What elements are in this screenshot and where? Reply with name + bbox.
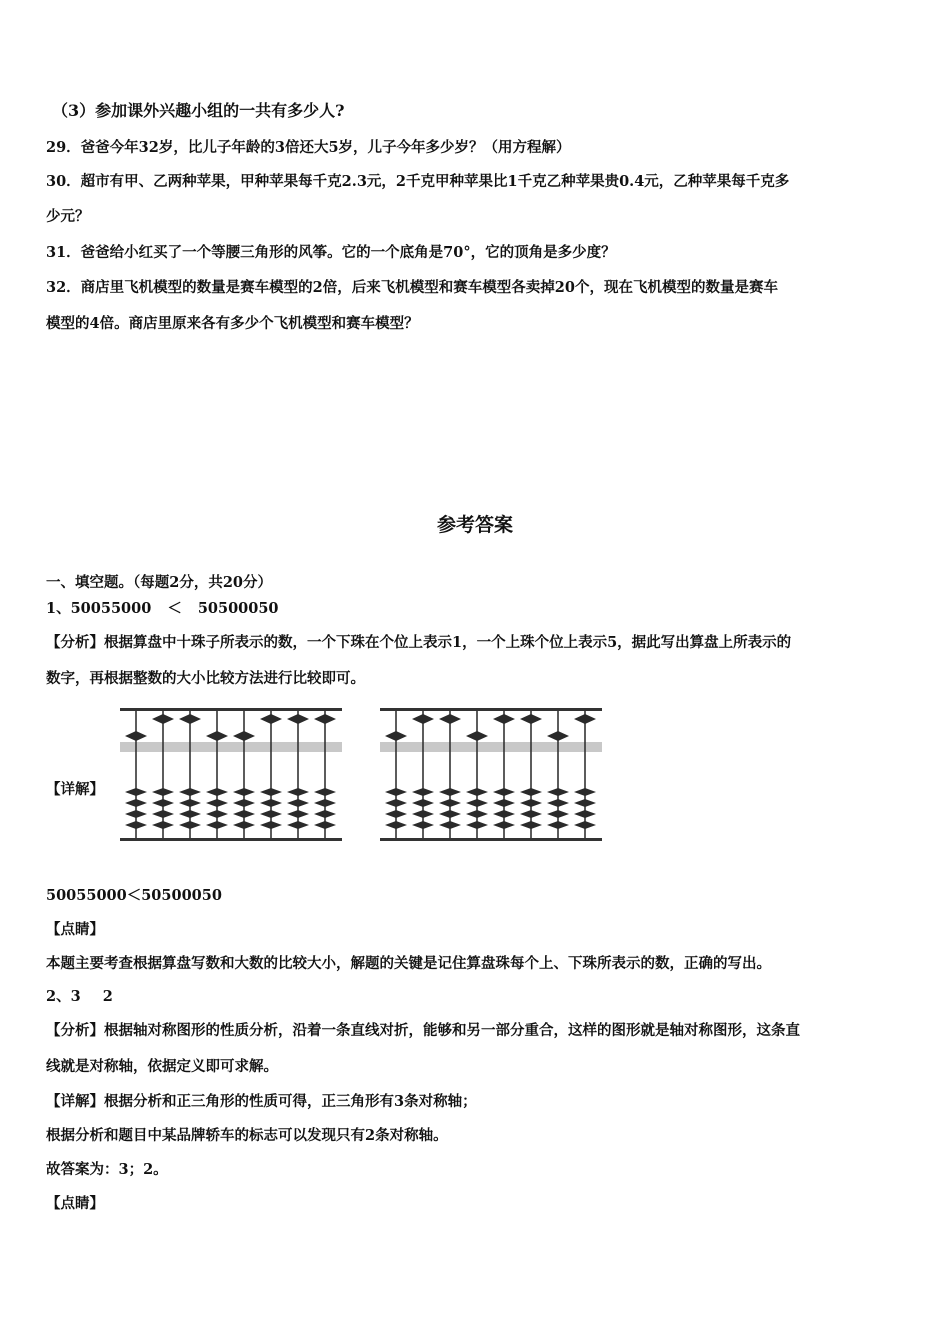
abacus-beam	[120, 742, 342, 752]
question-30-line1: 30．超市有甲、乙两种苹果，甲种苹果每千克2.3元，2千克甲种苹果比1千克乙种苹果贵0.4元，乙种苹果每千克多	[46, 173, 790, 190]
abacus-lower-bead	[152, 799, 174, 807]
abacus-upper-bead	[260, 714, 282, 724]
abacus-upper-bead	[314, 714, 336, 724]
abacus-lower-bead	[314, 799, 336, 807]
answer-1-analysis-line1: 【分析】根据算盘中十珠子所表示的数，一个下珠在个位上表示1，一个上珠个位上表示5，据此写出算盘上所表示的	[46, 634, 792, 651]
section-heading: 一、填空题。（每题2分，共20分）	[46, 574, 273, 591]
answer-2-detail-line2: 根据分析和题目中某品牌轿车的标志可以发现只有2条对称轴。	[46, 1127, 448, 1144]
abacus-lower-bead	[439, 821, 461, 829]
answer-2-value-1: 3	[70, 988, 81, 1005]
abacus-lower-bead	[439, 788, 461, 796]
question-32-line1: 32．商店里飞机模型的数量是赛车模型的2倍，后来飞机模型和赛车模型各卖掉20个，现在飞机模型的数量是赛车	[46, 279, 778, 296]
answers-title: 参考答案	[436, 514, 513, 536]
answer-1-result: 50055000＜50500050	[46, 887, 222, 904]
abacus-upper-bead	[493, 714, 515, 724]
abacus-upper-bead	[520, 714, 542, 724]
abacus-upper-bead	[152, 714, 174, 724]
abacus-lower-bead	[206, 799, 228, 807]
abacus-lower-bead	[152, 810, 174, 818]
abacus-lower-bead	[385, 788, 407, 796]
abacus-lower-bead	[493, 810, 515, 818]
abacus-lower-bead	[314, 810, 336, 818]
abacus-upper-bead	[206, 731, 228, 741]
question-29: 29．爸爸今年32岁，比儿子年龄的3倍还大5岁，儿子今年多少岁？（用方程解）	[46, 139, 571, 156]
abacus-upper-bead	[547, 731, 569, 741]
abacus-lower-bead	[547, 810, 569, 818]
answer-2-prefix: 2、	[46, 988, 71, 1005]
abacus-lower-bead	[179, 799, 201, 807]
abacus-lower-bead	[125, 788, 147, 796]
answer-1-sign: ＜	[167, 600, 182, 617]
abacus-lower-bead	[493, 799, 515, 807]
abacus-lower-bead	[574, 788, 596, 796]
abacus-lower-bead	[547, 821, 569, 829]
abacus-lower-bead	[520, 821, 542, 829]
answer-2-point-label: 【点睛】	[46, 1195, 104, 1212]
abacus-upper-bead	[439, 714, 461, 724]
abacus-lower-bead	[412, 799, 434, 807]
abacus-lower-bead	[125, 810, 147, 818]
abacus-lower-bead	[520, 788, 542, 796]
abacus-lower-bead	[574, 821, 596, 829]
abacus-lower-bead	[574, 799, 596, 807]
answer-2-detail-line1: 【详解】根据分析和正三角形的性质可得，正三角形有3条对称轴；	[46, 1093, 477, 1110]
answer-2-value-2: 2	[102, 988, 113, 1005]
abacus-lower-bead	[287, 788, 309, 796]
abacus-lower-bead	[385, 799, 407, 807]
abacus-lower-bead	[260, 788, 282, 796]
abacus-upper-bead	[385, 731, 407, 741]
abacus-upper-bead	[574, 714, 596, 724]
abacus-left	[120, 704, 342, 844]
abacus-lower-bead	[125, 821, 147, 829]
answer-1-left: 50055000	[70, 600, 152, 617]
answer-2-analysis-line1: 【分析】根据轴对称图形的性质分析，沿着一条直线对折，能够和另一部分重合，这样的图形就是轴对称图形，这条直	[46, 1022, 800, 1039]
question-31: 31．爸爸给小红买了一个等腰三角形的风筝。它的一个底角是70°，它的顶角是多少度？	[46, 244, 616, 261]
abacus-lower-bead	[412, 810, 434, 818]
question-28-part-3: （3）参加课外兴趣小组的一共有多少人?	[52, 101, 345, 120]
abacus-upper-bead	[233, 731, 255, 741]
abacus-lower-bead	[206, 810, 228, 818]
abacus-lower-bead	[206, 821, 228, 829]
abacus-upper-bead	[466, 731, 488, 741]
answer-2	[46, 987, 113, 1007]
abacus-lower-bead	[206, 788, 228, 796]
abacus-lower-bead	[179, 810, 201, 818]
answer-1-analysis-line2: 数字，再根据整数的大小比较方法进行比较即可。	[46, 670, 365, 687]
abacus-upper-bead	[412, 714, 434, 724]
question-32-line2: 模型的4倍。商店里原来各有多少个飞机模型和赛车模型？	[46, 315, 419, 332]
abacus-lower-bead	[520, 799, 542, 807]
answer-1-point-text: 本题主要考查根据算盘写数和大数的比较大小，解题的关键是记住算盘珠每个上、下珠所表示的数，正确的写出。	[46, 955, 771, 972]
abacus-bottom-frame	[380, 838, 602, 841]
abacus-lower-bead	[125, 799, 147, 807]
abacus-lower-bead	[466, 821, 488, 829]
abacus-lower-bead	[233, 788, 255, 796]
abacus-lower-bead	[260, 799, 282, 807]
abacus-lower-bead	[466, 810, 488, 818]
abacus-lower-bead	[152, 788, 174, 796]
abacus-top-frame	[380, 708, 602, 711]
answer-1-detail-label: 【详解】	[46, 781, 104, 798]
abacus-lower-bead	[287, 821, 309, 829]
abacus-lower-bead	[260, 810, 282, 818]
abacus-lower-bead	[439, 810, 461, 818]
abacus-upper-bead	[179, 714, 201, 724]
abacus-lower-bead	[152, 821, 174, 829]
abacus-lower-bead	[233, 821, 255, 829]
answer-2-analysis-line2: 线就是对称轴，依据定义即可求解。	[46, 1058, 278, 1075]
abacus-lower-bead	[412, 821, 434, 829]
abacus-lower-bead	[412, 788, 434, 796]
abacus-lower-bead	[287, 810, 309, 818]
answer-1-point-label: 【点睛】	[46, 921, 104, 938]
abacus-lower-bead	[466, 788, 488, 796]
abacus-lower-bead	[179, 788, 201, 796]
abacus-bottom-frame	[120, 838, 342, 841]
abacus-lower-bead	[233, 799, 255, 807]
abacus-lower-bead	[179, 821, 201, 829]
abacus-lower-bead	[574, 810, 596, 818]
abacus-right	[380, 704, 602, 844]
abacus-lower-bead	[314, 821, 336, 829]
abacus-lower-bead	[520, 810, 542, 818]
question-30-line2: 少元？	[46, 208, 90, 225]
answer-1-right: 50500050	[197, 600, 279, 617]
abacus-upper-bead	[287, 714, 309, 724]
abacus-lower-bead	[385, 821, 407, 829]
abacus-lower-bead	[233, 810, 255, 818]
abacus-lower-bead	[547, 788, 569, 796]
abacus-lower-bead	[385, 810, 407, 818]
abacus-lower-bead	[439, 799, 461, 807]
abacus-top-frame	[120, 708, 342, 711]
abacus-lower-bead	[260, 821, 282, 829]
abacus-lower-bead	[287, 799, 309, 807]
answer-2-final: 故答案为：3；2。	[46, 1161, 168, 1178]
abacus-lower-bead	[466, 799, 488, 807]
abacus-lower-bead	[493, 821, 515, 829]
abacus-lower-bead	[547, 799, 569, 807]
answer-1-prefix: 1、	[46, 600, 71, 617]
abacus-upper-bead	[125, 731, 147, 741]
abacus-beam	[380, 742, 602, 752]
abacus-lower-bead	[314, 788, 336, 796]
abacus-lower-bead	[493, 788, 515, 796]
answer-1	[46, 599, 279, 619]
